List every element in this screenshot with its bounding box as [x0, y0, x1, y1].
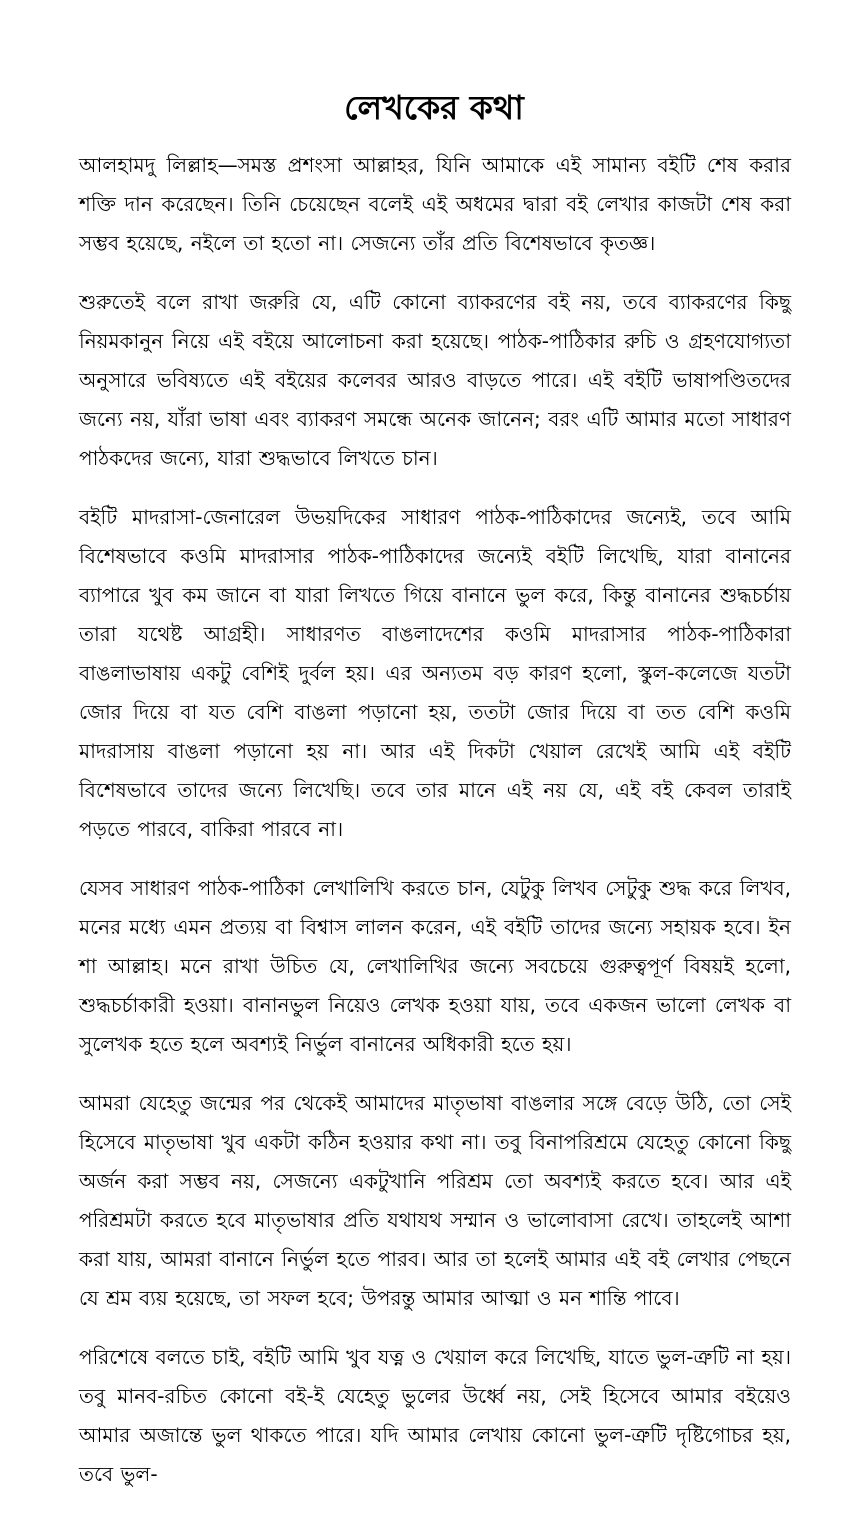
paragraph-3: বইটি মাদরাসা-জেনারেল উভয়দিকের সাধারণ পাঠক-পাঠিকাদের জন্যেই, তবে আমি বিশেষভাবে কওমি মাদরাসার পাঠক-পাঠিকাদের জন্যেই বইটি লিখেছি, যারা বানানের ব্যাপারে খুব কম জানে বা যারা লিখতে গিয়ে বানানে ভুল করে, কিন্তু বানানের শুদ্ধচর্চায় তারা যথেষ্ট আগ্রহী। সাধারণত বাঙলাদেশের কওমি মাদরাসার পাঠক-পাঠিকারা বাঙলাভাষায় একটু বেশিই দুর্বল হয়। এর অন্যতম বড় কারণ হলো, স্কুল-কলেজে যতটা জোর দিয়ে বা যত বেশি বাঙলা পড়ানো হয়, ততটা জোর দিয়ে বা তত বেশি কওমি মাদরাসায় বাঙলা পড়ানো হয় না। আর এই দিকটা খেয়াল রেখেই আমি এই বইটি বিশেষভাবে তাদের জন্যে লিখেছি। তবে তার মানে এই নয় যে, এই বই কেবল তারাই পড়তে পারবে, বাকিরা পারবে না। — [79, 505, 791, 841]
paragraph-4: যেসব সাধারণ পাঠক-পাঠিকা লেখালিখি করতে চান, যেটুকু লিখব সেটুকু শুদ্ধ করে লিখব, মনের মধ্যে এমন প্রত্যয় বা বিশ্বাস লালন করেন, এই বইটি তাদের জন্যে সহায়ক হবে। ইন শা আল্লাহ। মনে রাখা উচিত যে, লেখালিখির জন্যে সবচেয়ে গুরুত্বপূর্ণ বিষয়ই হলো, শুদ্ধচর্চাকারী হওয়া। বানানভুল নিয়েও লেখক হওয়া যায়, তবে একজন ভালো লেখক বা সুলেখক হতে হলে অবশ্যই নির্ভুল বানানের অধিকারী হতে হয়। — [79, 876, 791, 1056]
paragraph-5: আমরা যেহেতু জন্মের পর থেকেই আমাদের মাতৃভাষা বাঙলার সঙ্গে বেড়ে উঠি, তো সেই হিসেবে মাতৃভাষা খুব একটা কঠিন হওয়ার কথা না। তবু বিনাপরিশ্রমে যেহেতু কোনো কিছু অর্জন করা সম্ভব নয়, সেজন্যে একটুখানি পরিশ্রম তো অবশ্যই করতে হবে। আর এই পরিশ্রমটা করতে হবে মাতৃভাষার প্রতি যথাযথ সম্মান ও ভালোবাসা রেখে। তাহলেই আশা করা যায়, আমরা বানানে নির্ভুল হতে পারব। আর তা হলেই আমার এই বই লেখার পেছনে যে শ্রম ব্যয় হয়েছে, তা সফল হবে; উপরন্তু আমার আত্মা ও মন শান্তি পাবে। — [79, 1091, 791, 1310]
paragraph-2: শুরুতেই বলে রাখা জরুরি যে, এটি কোনো ব্যাকরণের বই নয়, তবে ব্যাকরণের কিছু নিয়মকানুন নিয়ে এই বইয়ে আলোচনা করা হয়েছে। পাঠক-পাঠিকার রুচি ও গ্রহণযোগ্যতা অনুসারে ভবিষ্যতে এই বইয়ের কলেবর আরও বাড়তে পারে। এই বইটি ভাষাপণ্ডিতদের জন্যে নয়, যাঁরা ভাষা এবং ব্যাকরণ সমন্ধে অনেক জানেন; বরং এটি আমার মতো সাধারণ পাঠকদের জন্যে, যারা শুদ্ধভাবে লিখতে চান। — [79, 290, 791, 470]
page-title: লেখকের কথা — [344, 88, 524, 127]
paragraph-6: পরিশেষে বলতে চাই, বইটি আমি খুব যত্ন ও খেয়াল করে লিখেছি, যাতে ভুল-ত্রুটি না হয়। তবু মানব-রচিত কোনো বই-ই যেহেতু ভুলের উর্ধ্বে নয়, সেই হিসেবে আমার বইয়েও আমার অজান্তে ভুল থাকতে পারে। যদি আমার লেখায় কোনো ভুল-ত্রুটি দৃষ্টিগোচর হয়, তবে ভুল- — [79, 1345, 791, 1486]
body-text — [79, 146, 791, 1514]
paragraph-1: আলহামদু লিল্লাহ—সমস্ত প্রশংসা আল্লাহর, যিনি আমাকে এই সামান্য বইটি শেষ করার শক্তি দান করেছেন। তিনি চেয়েছেন বলেই এই অধমের দ্বারা বই লেখার কাজটা শেষ করা সম্ভব হয়েছে, নইলে তা হতো না। সেজন্যে তাঁর প্রতি বিশেষভাবে কৃতজ্ঞ। — [79, 153, 791, 255]
